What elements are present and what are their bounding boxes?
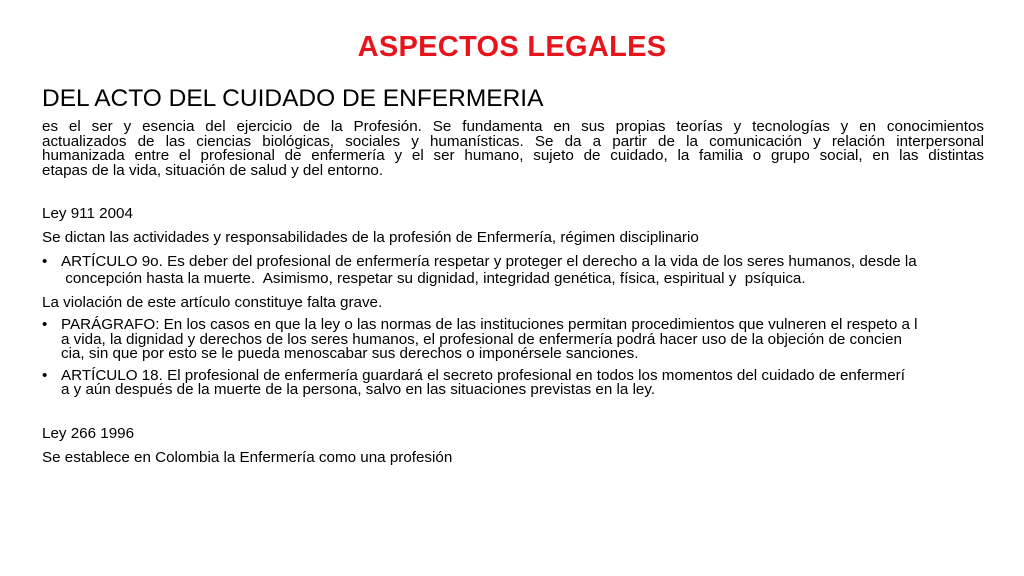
intro-paragraph <box>42 120 984 178</box>
article-18-line: a y aún después de la muerte de la persona, salvo en las situaciones previstas en la ley. <box>61 381 656 398</box>
paragrafo-line: a vida, la dignidad y derechos de los seres humanos, el profesional de enfermería podrá hacer uso de la objeción de concien <box>61 330 902 348</box>
law-266-description: Se establece en Colombia la Enfermería como una profesión <box>42 448 453 466</box>
law-266-name: Ley 266 1996 <box>42 424 135 442</box>
paragrafo-line: PARÁGRAFO: En los casos en que la ley o las normas de las instituciones permitan procedimientos que vulneren el respeto a l <box>61 316 918 333</box>
paragrafo-line: cia, sin que por esto se le pueda menoscabar sus derechos o imponérsele sanciones. <box>61 345 639 362</box>
bullet-icon: • <box>42 366 48 384</box>
law-911-description: Se dictan las actividades y responsabilidades de la profesión de Enfermería, régimen disciplinario <box>42 229 699 246</box>
article-18-item <box>42 366 984 398</box>
intro-line: etapas de la vida, situación de salud y del entorno. <box>42 161 384 179</box>
intro-line: humanizada entre el profesional de enfermería y el ser humano, sujeto de cuidado, la familia o grupo social, en las distintas <box>42 147 984 164</box>
article-9-line: ARTÍCULO 9o. Es deber del profesional de enfermería respetar y proteger el derecho a la vida de los seres humanos, desde la <box>61 253 917 270</box>
intro-line: es el ser y esencia del ejercicio de la Profesión. Se fundamenta en sus propias teorías y tecnologías y en conocimientos <box>42 118 984 135</box>
law-911-name: Ley 911 2004 <box>42 205 133 222</box>
slide-subtitle: DEL ACTO DEL CUIDADO DE ENFERMERIA <box>42 85 544 112</box>
slide-title: ASPECTOS LEGALES <box>357 31 667 63</box>
violation-note: La violación de este artículo constituye falta grave. <box>42 294 383 311</box>
intro-line: actualizados de las ciencias biológicas, sociales y humanísticas. Se da a partir de la comunicación y relación interpersonal <box>42 132 984 150</box>
bullet-icon: • <box>42 253 48 270</box>
article-18-line: ARTÍCULO 18. El profesional de enfermería guardará el secreto profesional en todos los momentos del cuidado de enfermerí <box>61 366 905 384</box>
paragrafo-item <box>42 318 984 362</box>
bullet-icon: • <box>42 316 48 333</box>
article-9-line: concepción hasta la muerte. Asimismo, respetar su dignidad, integridad genética, física, espiritual y psíquica. <box>61 270 806 287</box>
slide-body <box>42 84 984 466</box>
article-9-item <box>42 253 984 287</box>
